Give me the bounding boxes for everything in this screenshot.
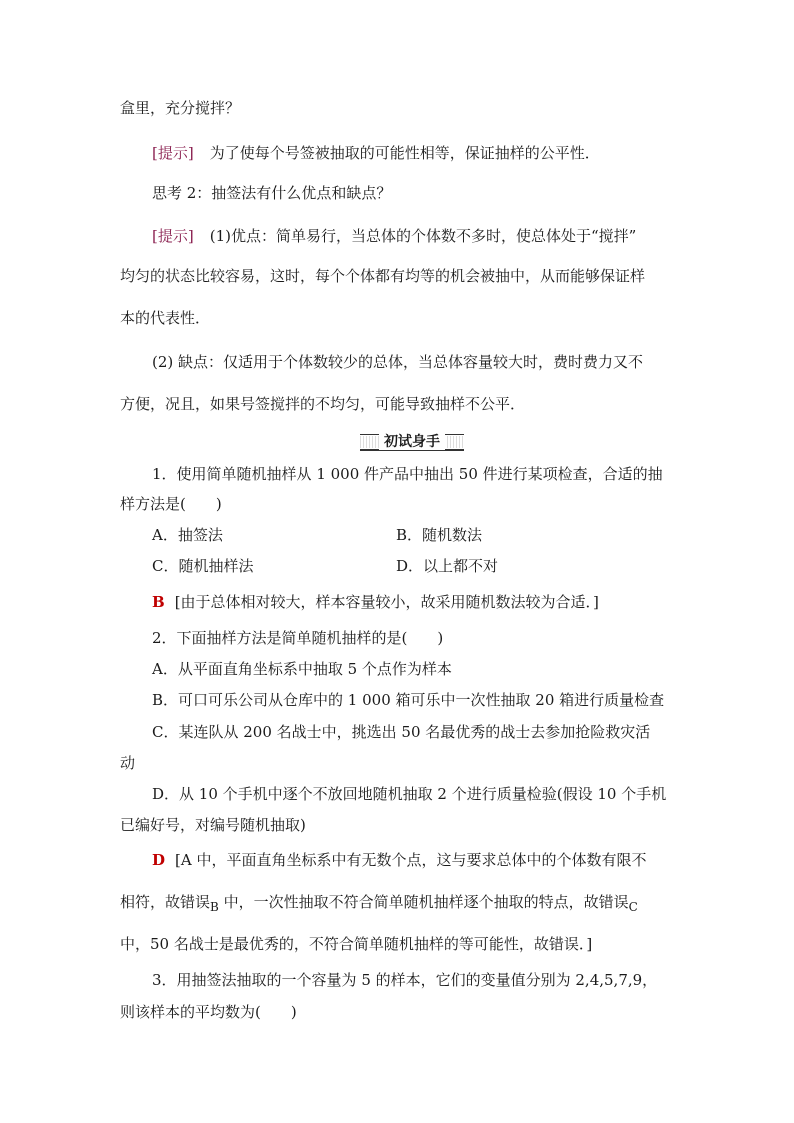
q2-explain-2-pre: 相符，故错误 <box>120 893 211 911</box>
hint-2-line-5: 方便，况且，如果号签搅拌的不均匀，可能导致抽样不公平． <box>120 395 526 413</box>
q2-option-c-line-2: 动 <box>120 754 136 772</box>
q2-option-b: B．可口可乐公司从仓库中的 1 000 箱可乐中一次性抽取 20 箱进行质量检查 <box>152 691 665 709</box>
q1-option-d: D．以上都不对 <box>396 557 499 575</box>
q1-option-a: A．抽签法 <box>152 526 223 544</box>
hint-tag: [提示] <box>152 227 194 245</box>
q1-stem-line-1: 1．使用简单随机抽样从 1 000 件产品中抽出 50 件进行某项检查，合适的抽 <box>152 465 663 483</box>
q2-answer-letter: D <box>152 851 166 869</box>
section-title <box>360 432 464 452</box>
q2-answer <box>152 850 646 870</box>
q1-stem-line-2: 样方法是( ) <box>120 495 222 513</box>
q2-option-a: A．从平面直角坐标系中抽取 5 个点作为样本 <box>152 660 452 678</box>
q2-explain-sub-c: C <box>628 900 638 914</box>
hint-2-line-2: 均匀的状态比较容易，这时，每个个体都有均等的机会被抽中，从而能够保证样 <box>120 267 646 285</box>
q1-answer-letter: B <box>152 593 165 611</box>
q2-explain-line-3: 中，50 名战士是最优秀的，不符合简单随机抽样的等可能性，故错误．] <box>120 935 593 953</box>
section-title-text: 初试身手 <box>379 434 445 450</box>
q2-explain-line-1: 中，平面直角坐标系中有无数个点，这与要求总体中的个体数有限不 <box>191 851 647 869</box>
q3-stem-line-2: 则该样本的平均数为( ) <box>120 1003 297 1021</box>
hint-text: 为了使每个号签被抽取的可能性相等，保证抽样的公平性． <box>209 144 600 162</box>
q3-stem-line-1: 3．用抽签法抽取的一个容量为 5 的样本，它们的变量值分别为 2,4,5,7,9， <box>152 971 658 989</box>
hint-2-line-3: 本的代表性． <box>120 309 211 327</box>
hint-tag: [提示] <box>152 144 194 162</box>
q2-option-c-line-1: C．某连队从 200 名战士中，挑选出 50 名最优秀的战士去参加抢险救灾活 <box>152 723 651 741</box>
q2-stem: 2．下面抽样方法是简单随机抽样的是( ) <box>152 629 444 647</box>
think-2-question: 思考 2：抽签法有什么优点和缺点？ <box>152 184 392 202</box>
q2-option-d-line-2: 已编好号，对编号随机抽取) <box>120 816 306 834</box>
q2-explain-sub-b: B <box>210 900 219 914</box>
intro-line-1: 盒里，充分搅拌？ <box>120 99 241 117</box>
hint-text: (1)优点：简单易行，当总体的个体数不多时，使总体处于“搅拌” <box>209 227 637 245</box>
q2-explain-pre: [A <box>175 851 192 869</box>
q2-option-d-line-1: D．从 10 个手机中逐个不放回地随机抽取 2 个进行质量检验(假设 10 个手机 <box>152 785 667 803</box>
q2-explain-line-2 <box>120 892 638 913</box>
q1-answer <box>152 592 599 612</box>
hint-1 <box>152 143 600 163</box>
hint-2-line-4: (2) 缺点：仅适用于个体数较少的总体，当总体容量较大时，费时费力又不 <box>152 353 644 371</box>
hint-2 <box>152 226 636 246</box>
q1-option-c: C．随机抽样法 <box>152 557 254 575</box>
q1-explanation: [由于总体相对较大，样本容量较小，故采用随机数法较为合适．] <box>174 593 599 611</box>
q2-explain-2-mid: 中，一次性抽取不符合简单随机抽样逐个抽取的特点，故错误 <box>218 893 629 911</box>
q1-option-b: B．随机数法 <box>396 526 483 544</box>
